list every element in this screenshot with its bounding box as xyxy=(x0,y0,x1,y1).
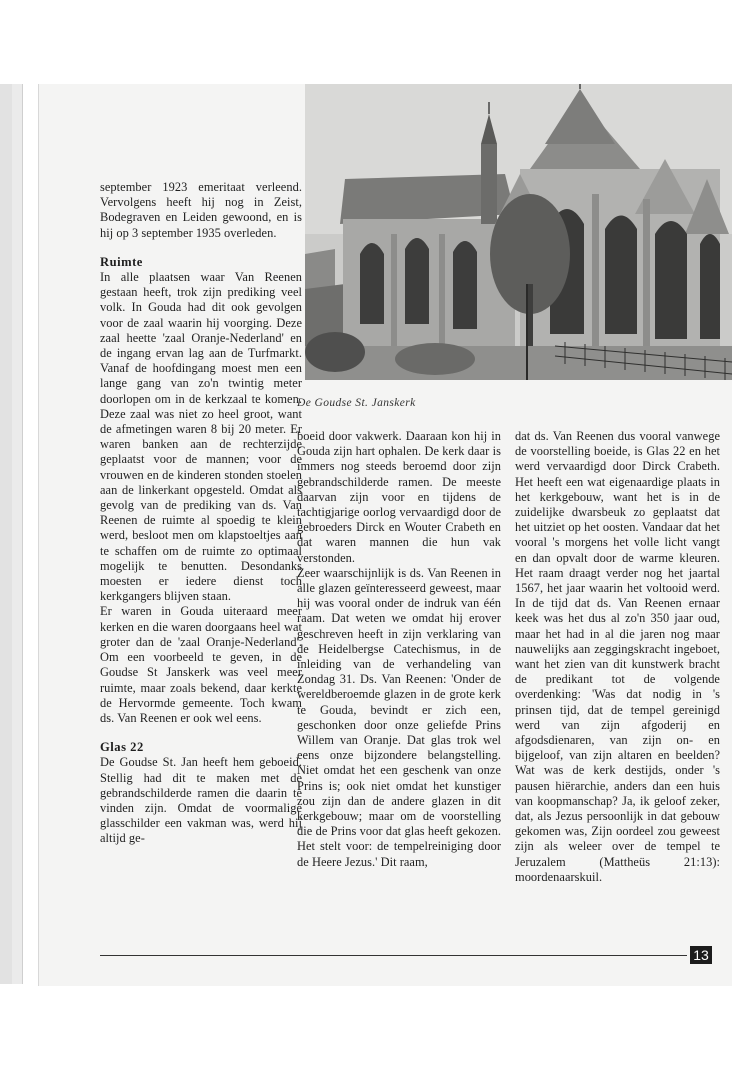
text-column-2 xyxy=(297,429,501,870)
page xyxy=(38,84,732,986)
footer-rule xyxy=(100,955,687,956)
book-gutter xyxy=(12,84,23,984)
section-heading-ruimte: Ruimte xyxy=(100,254,143,269)
paragraph: Zeer waarschijnlijk is ds. Van Reenen in alle glazen geïnteresseerd geweest, maar hij was vooral onder de indruk van één raam. Dat weten we omdat hij erover geschreven heeft in zijn verklaring van de Heidelbergse Catechismus, in de inleiding van de verhandeling van Zondag 31. Ds. Van Reenen: 'Onder de wereldberoemde glazen in de grote kerk te Gouda, bevindt er zich een, geschonken door onze geliefde Prins Willem van Oranje. Dat glas trok wel eens onze bijzondere belangstelling. Niet omdat het een geschenk van onze Prins is; ook niet omdat het kunstiger zou zijn dan de andere glazen in dit kerkgebouw; maar om de voorstelling die de Prins voor dat glas heeft gekozen. Het stelt voor: de tempelreiniging door de Heere Jezus.' Dit raam, xyxy=(297,565,501,869)
intro-paragraph: september 1923 emeritaat verleend. Vervolgens heeft hij nog in Zeist, Bodegraven en Leiden gewoond, en is hij op 3 september 1935 overleden. xyxy=(100,180,302,240)
section-heading-glas-22: Glas 22 xyxy=(100,740,144,755)
paragraph: boeid door vakwerk. Daaraan kon hij in Gouda zijn hart ophalen. De kerk daar is immers nog steeds beroemd door zijn gebrandschilderde ramen. De meeste daarvan zijn voor en tijdens de tachtigjarige oorlog vervaardigd door de gebroeders Dirck en Wouter Crabeth en dat waren mannen die hun vak verstonden. xyxy=(297,429,501,565)
left-page-edge xyxy=(0,84,12,984)
st-janskerk-illustration xyxy=(305,84,732,380)
paragraph: In alle plaatsen waar Van Reenen gestaan heeft, trok zijn prediking veel volk. In Gouda had dit ook gevolgen voor de zaal waarin hij voorging. Deze zaal heette 'zaal Oranje-Nederland' en de ingang ervan lag aan de Turfmarkt. Vanaf de hoofdingang moest men een lange gang van zo'n twintig meter doorlopen om in de kerkzaal te komen. Deze zaal was niet zo heel groot, want de afmetingen waren 8 bij 20 meter. Er waren banken aan de rechterzijde geplaatst voor de mannen; voor de vrouwen en de kinderen stonden stoelen aan de linkerkant opgesteld. Omdat als gevolg van de prediking van ds. Van Reenen de ruimte al spoedig te klein werd, besloot men om klapstoeltjes aan te schaffen om de ruimte zo optimaal mogelijk te benutten. Desondanks moesten er iedere dienst toch kerkgangers blijven staan. xyxy=(100,270,302,604)
text-column-1 xyxy=(100,180,302,847)
photo-caption: De Goudse St. Janskerk xyxy=(297,397,416,409)
paragraph: De Goudse St. Jan heeft hem geboeid. Stellig had dit te maken met de gebrandschilderde ramen die daarin te vinden zijn. Omdat de voormalige glasschilder een vakman was, werd hij altijd ge- xyxy=(100,755,302,846)
text-column-3 xyxy=(515,429,720,885)
paragraph: dat ds. Van Reenen dus vooral vanwege de voorstelling boeide, is Glas 22 en het werd vervaardigd door Dirck Crabeth. Het heeft een wat eigenaardige plaats in het kerkgebouw, want het is in de zuidelijke dwarsbeuk zo geplaatst dat het uitziet op het oosten. Vandaar dat het vooral 's morgens het volle licht vangt en dan opvalt door de warme kleuren. Het raam draagt verder nog het jaartal 1567, het jaar waarin het voltooid werd. In de tijd dat ds. Van Reenen ernaar keek was het dus al zo'n 350 jaar oud, maar het had in al die jaren nog maar nauwelijks aan zeggingskracht ingeboet, want het zien van dit kunstwerk bracht de predikant tot de volgende overdenking: 'Was dat nodig in 's prinsen tijd, dat de tempel gereinigd werd van zijn afgoderij en afgodsdienaren, van zijn on- en bijgeloof, van zijn altaren en beelden? Wat was de kerk destijds, onder 's pausen hiërarchie, anders dan een huis van koopmanschap? Ja, ik geloof zeker, dat, als Jezus persoonlijk in dat gebouw gekomen was, Zijn oordeel zou geweest zijn als weleer over de tempel te Jeruzalem (Mattheüs 21:13): moordenaarskuil. xyxy=(515,429,720,884)
church-photo xyxy=(305,84,732,380)
page-number: 13 xyxy=(690,946,712,964)
paragraph: Er waren in Gouda uiteraard meer kerken en die waren doorgaans heel wat groter dan de 'zaal Oranje-Nederland'. Om een voorbeeld te geven, in de Goudse St Janskerk was veel meer ruimte, maar zoals bekend, daar kerkte de Hervormde gemeente. Toch kwam ds. Van Reenen er ook wel eens. xyxy=(100,604,302,725)
